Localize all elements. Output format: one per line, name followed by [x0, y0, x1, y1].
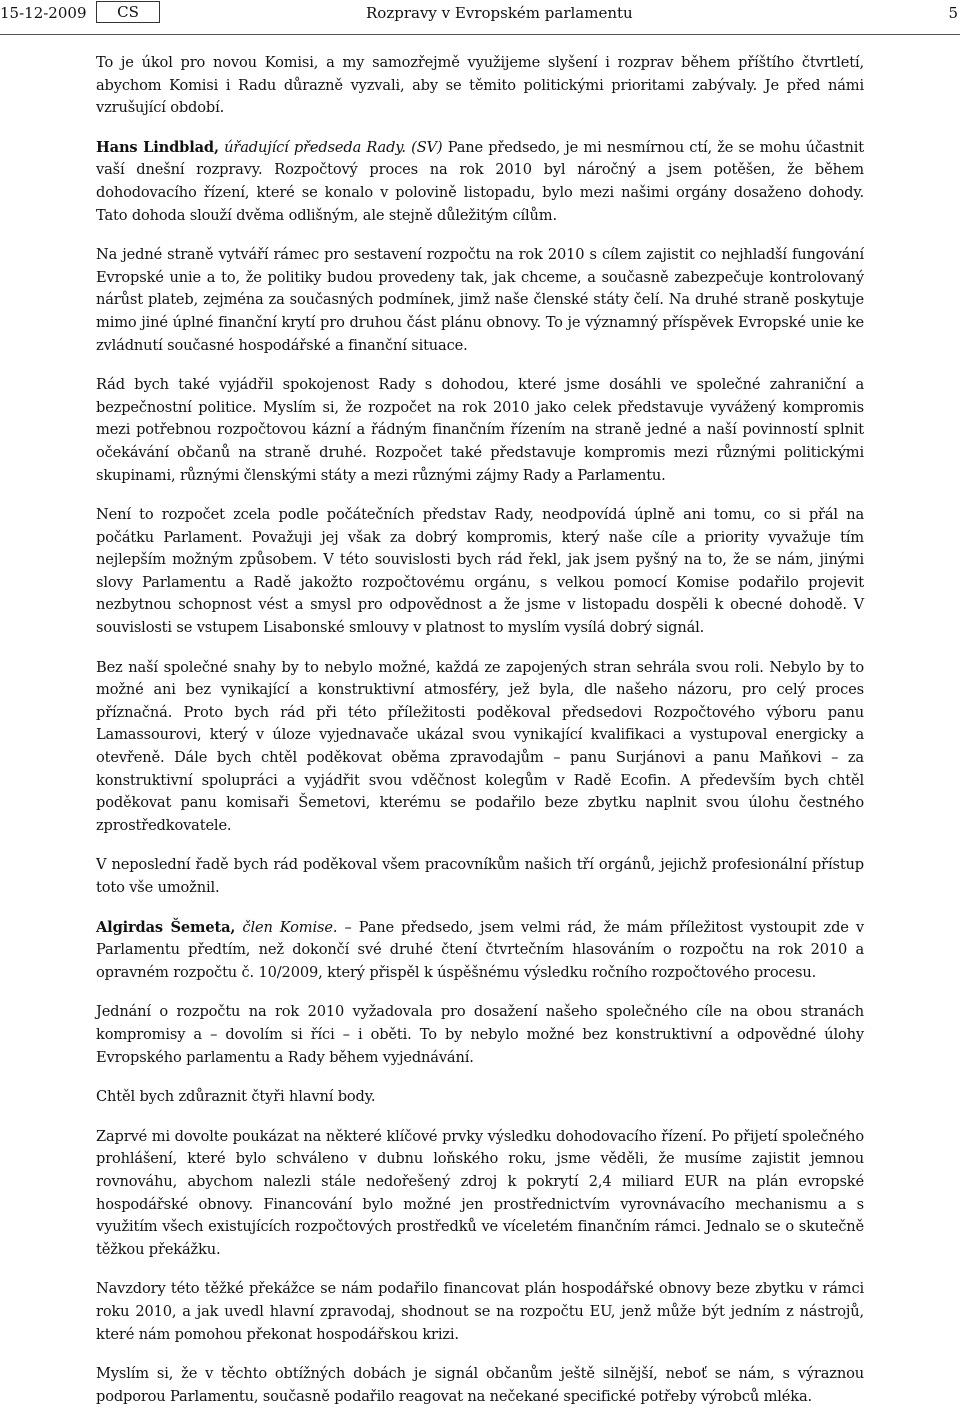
- paragraph-text: Navzdory této těžké překážce se nám podařilo financovat plán hospodářské obnovy beze zbytku v rámci roku 2010, a jak uvedl hlavní zpravodaj, shodnout se na rozpočtu EU, jenž může být jedním z nástrojů, které nám pomohou překonat hospodářskou krizi.: [96, 1280, 864, 1343]
- paragraph-text: – Pane předsedo, jsem velmi rád, že mám příležitost vystoupit zde v Parlamentu předtím, než dokončí své druhé čtení čtvrtečním hlasováním o rozpočtu na rok 2010 a opravném rozpočtu č. 10/2009, který přispěl k úspěšnému výsledku ročního rozpočtového procesu.: [96, 918, 864, 981]
- paragraph-11: [96, 1126, 864, 1262]
- paragraph-8-speaker-semeta: [96, 917, 864, 985]
- paragraph-13: [96, 1363, 864, 1408]
- paragraph-4: [96, 374, 864, 487]
- paragraph-text: To je úkol pro novou Komisi, a my samozřejmě využijeme slyšení i rozprav během příštího čtvrtletí, abychom Komisi i Radu důrazně vyzvali, aby se těmito politickými prioritami zabývaly. Je před námi vzrušující období.: [96, 54, 864, 117]
- paragraph-text: Myslím si, že v těchto obtížných dobách je signál občanům ještě silnější, neboť se nám, s výraznou podporou Parlamentu, současně podařilo reagovat na nečekané specifické potřeby výrobců mléka.: [96, 1365, 864, 1405]
- paragraph-3: [96, 244, 864, 357]
- paragraph-text: Zaprvé mi dovolte poukázat na některé klíčové prvky výsledku dohodovacího řízení. Po přijetí společného prohlášení, které bylo schváleno v dubnu loňského roku, jsme věděli, že musíme zajistit jemnou rovnováhu, abychom nalezli stále nedořešený zdroj k pokrytí 2,4 miliard EUR na plán evropské hospodářské obnovy. Financování bylo možné jen prostřednictvím vyrovnávacího mechanismu a s využitím všech existujících rozpočtových prostředků ve víceletém finančním rámci. Jednalo se o skutečně těžkou překážku.: [96, 1127, 864, 1258]
- speaker-name: Algirdas Šemeta,: [96, 918, 236, 936]
- paragraph-text: Pane předsedo, je mi nesmírnou ctí, že se mohu účastnit vaší dnešní rozpravy. Rozpočtový proces na rok 2010 byl náročný a jsem potěšen, že během dohodovacího řízení, které se konalo v polovině listopadu, bylo mezi našimi orgány dosaženo dohody. Tato dohoda slouží dvěma odlišným, ale stejně důležitým cílům.: [96, 138, 864, 224]
- paragraph-9: [96, 1001, 864, 1069]
- paragraph-text: Rád bych také vyjádřil spokojenost Rady s dohodou, které jsme dosáhli ve společné zahraniční a bezpečnostní politice. Myslím si, že rozpočet na rok 2010 jako celek představuje vyvážený kompromis mezi potřebnou rozpočtovou kázní a řádným finančním řízením na straně jedné a naší povinností splnit očekávání občanů na straně druhé. Rozpočet také představuje kompromis mezi různými politickými skupinami, různými členskými státy a mezi různými zájmy Rady a Parlamentu.: [96, 376, 864, 484]
- page-header: [0, 0, 960, 36]
- paragraph-1: [96, 52, 864, 120]
- language-badge: CS: [96, 1, 160, 23]
- speaker-role: úřadující předseda Rady.: [224, 138, 406, 156]
- paragraph-text: Chtěl bych zdůraznit čtyři hlavní body.: [96, 1088, 376, 1106]
- paragraph-5: [96, 504, 864, 640]
- speaker-name: Hans Lindblad,: [96, 138, 219, 156]
- paragraph-2-speaker-lindblad: [96, 137, 864, 227]
- paragraph-text: Na jedné straně vytváří rámec pro sestavení rozpočtu na rok 2010 s cílem zajistit co nejhladší fungování Evropské unie a to, že politiky budou provedeny tak, jak chceme, a současně zabezpečuje kontrolovaný nárůst plateb, zejména za současných podmínek, jimž naše členské státy čelí. Na druhé straně poskytuje mimo jiné úplné finanční krytí pro druhou část plánu obnovy. To je významný příspěvek Evropské unie ke zvládnutí současné hospodářské a finanční situace.: [96, 246, 864, 354]
- paragraph-6: [96, 657, 864, 838]
- page-number: 5: [948, 4, 958, 22]
- paragraph-12: [96, 1278, 864, 1346]
- paragraph-7: [96, 854, 864, 899]
- paragraph-text: Jednání o rozpočtu na rok 2010 vyžadovala pro dosažení našeho společného cíle na obou stranách kompromisy a – dovolím si říci – i oběti. To by nebylo možné bez konstruktivní a odpovědné úlohy Evropského parlamentu a Rady během vyjednávání.: [96, 1003, 864, 1066]
- paragraph-10: [96, 1086, 864, 1109]
- paragraph-text: V neposlední řadě bych rád poděkoval všem pracovníkům našich tří orgánů, jejichž profesionální přístup toto vše umožnil.: [96, 856, 864, 896]
- document-body: [96, 52, 864, 1425]
- document-title: Rozpravy v Evropském parlamentu: [366, 4, 633, 22]
- speech-language: (SV): [411, 138, 443, 156]
- paragraph-text: Není to rozpočet zcela podle počátečních představ Rady, neodpovídá úplně ani tomu, co si přál na počátku Parlament. Považuji jej však za dobrý kompromis, který naše cíle a priority vyvažuje tím nejlepším možným způsobem. V této souvislosti bych rád řekl, jak jsem pyšný na to, že se nám, jinými slovy Parlamentu a Radě jakožto rozpočtovému orgánu, s velkou pomocí Komise podařilo projevit nezbytnou schopnost vést a smysl pro odpovědnost a že jsme v listopadu dospěli k obecné dohodě. V souvislosti se vstupem Lisabonské smlouvy v platnost to myslím vysílá dobrý signál.: [96, 506, 864, 637]
- header-divider: [0, 34, 960, 35]
- header-date: 15-12-2009: [0, 4, 87, 22]
- speaker-role: člen Komise.: [242, 918, 338, 936]
- paragraph-text: Bez naší společné snahy by to nebylo možné, každá ze zapojených stran sehrála svou roli. Nebylo by to možné ani bez vynikající a konstruktivní atmosféry, jež byla, dle našeho názoru, pro celý proces příznačná. Proto bych rád při této příležitosti poděkoval předsedovi Rozpočtového výboru panu Lamassourovi, který v úloze vyjednavače ukázal svou vynikající kvalifikaci a vystupoval energicky a otevřeně. Dále bych chtěl poděkovat oběma zpravodajům – panu Surjánovi a panu Maňkovi – za konstruktivní spolupráci a vyjádřit svou vděčnost kolegům v Radě Ecofin. A především bych chtěl poděkovat panu komisaři Šemetovi, kterému se podařilo beze zbytku naplnit svou úlohu čestného zprostředkovatele.: [96, 658, 864, 834]
